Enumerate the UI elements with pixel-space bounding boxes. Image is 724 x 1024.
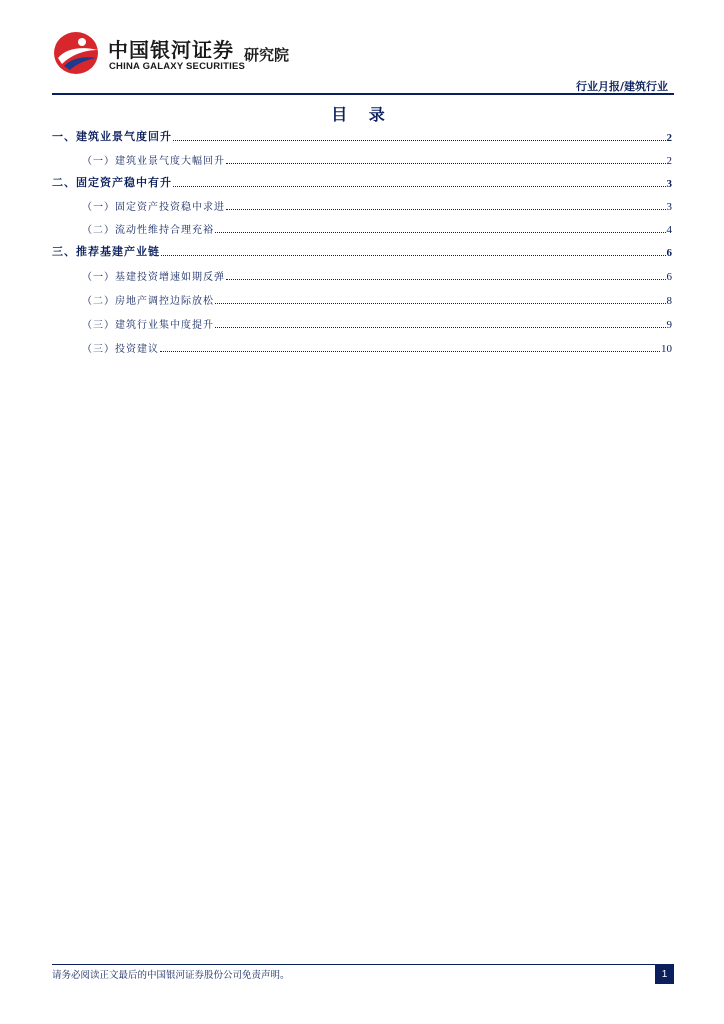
brand-name-en: CHINA GALAXY SECURITIES [109,61,246,72]
toc-leader-dots [161,255,666,256]
page-header [52,30,674,98]
toc-leader-dots [173,140,666,141]
toc-entry-text: 一、建筑业景气度回升 [52,130,172,143]
toc-title: 目 录 [331,105,393,124]
toc-entry-text: 二、固定资产稳中有升 [52,176,172,189]
toc-entry-text: （一）基建投资增速如期反弹 [82,272,225,283]
toc-leader-dots [226,279,666,280]
toc-entry-text: （二）房地产调控边际放松 [82,296,214,307]
toc-entry[interactable] [52,339,672,355]
toc-entry[interactable] [52,267,672,283]
toc-entry-text: （一）建筑业景气度大幅回升 [82,156,225,167]
galaxy-logo-icon [52,30,102,76]
report-type-label: 行业月报/建筑行业 [575,80,668,93]
toc-leader-dots [215,303,666,304]
toc-entry-page: 4 [666,224,672,236]
toc-entry-text: 三、推荐基建产业链 [52,245,160,258]
footer-divider [52,964,674,965]
toc-leader-dots [173,186,666,187]
toc-entry-page: 6 [666,271,672,283]
toc-leader-dots [226,209,666,210]
toc-leader-dots [215,327,666,328]
disclaimer-note: 请务必阅读正文最后的中国银河证券股份公司免责声明。 [52,970,290,981]
toc-leader-dots [215,232,666,233]
toc-entry-text: （三）投资建议 [82,344,159,355]
toc-entry-page: 9 [666,319,672,331]
toc-entry-text: （一）固定资产投资稳中求进 [82,202,225,213]
toc-entry-page: 2 [666,132,672,144]
toc-entry-page: 6 [666,247,672,259]
toc-entry-page: 2 [666,155,672,167]
toc-entry[interactable] [52,291,672,307]
toc-entry[interactable] [52,220,672,236]
toc-entry[interactable] [52,174,672,190]
institute-label: 研究院 [244,46,290,64]
toc-entry[interactable] [52,197,672,213]
toc-entry-text: （三）建筑行业集中度提升 [82,320,214,331]
header-divider [52,93,674,95]
toc-entry[interactable] [52,243,672,259]
toc-entry-page: 3 [666,201,672,213]
toc-entry-page: 10 [661,343,672,355]
page-number-badge: 1 [655,965,674,984]
toc-entry-page: 8 [666,295,672,307]
toc-entry[interactable] [52,128,672,144]
toc-entry-text: （二）流动性维持合理充裕 [82,225,214,236]
toc-leader-dots [226,163,666,164]
brand-name-cn: 中国银河证券 [108,38,234,62]
toc-entry-page: 3 [666,178,672,190]
toc-leader-dots [160,351,660,352]
toc-entry[interactable] [52,151,672,167]
toc-entry[interactable] [52,315,672,331]
